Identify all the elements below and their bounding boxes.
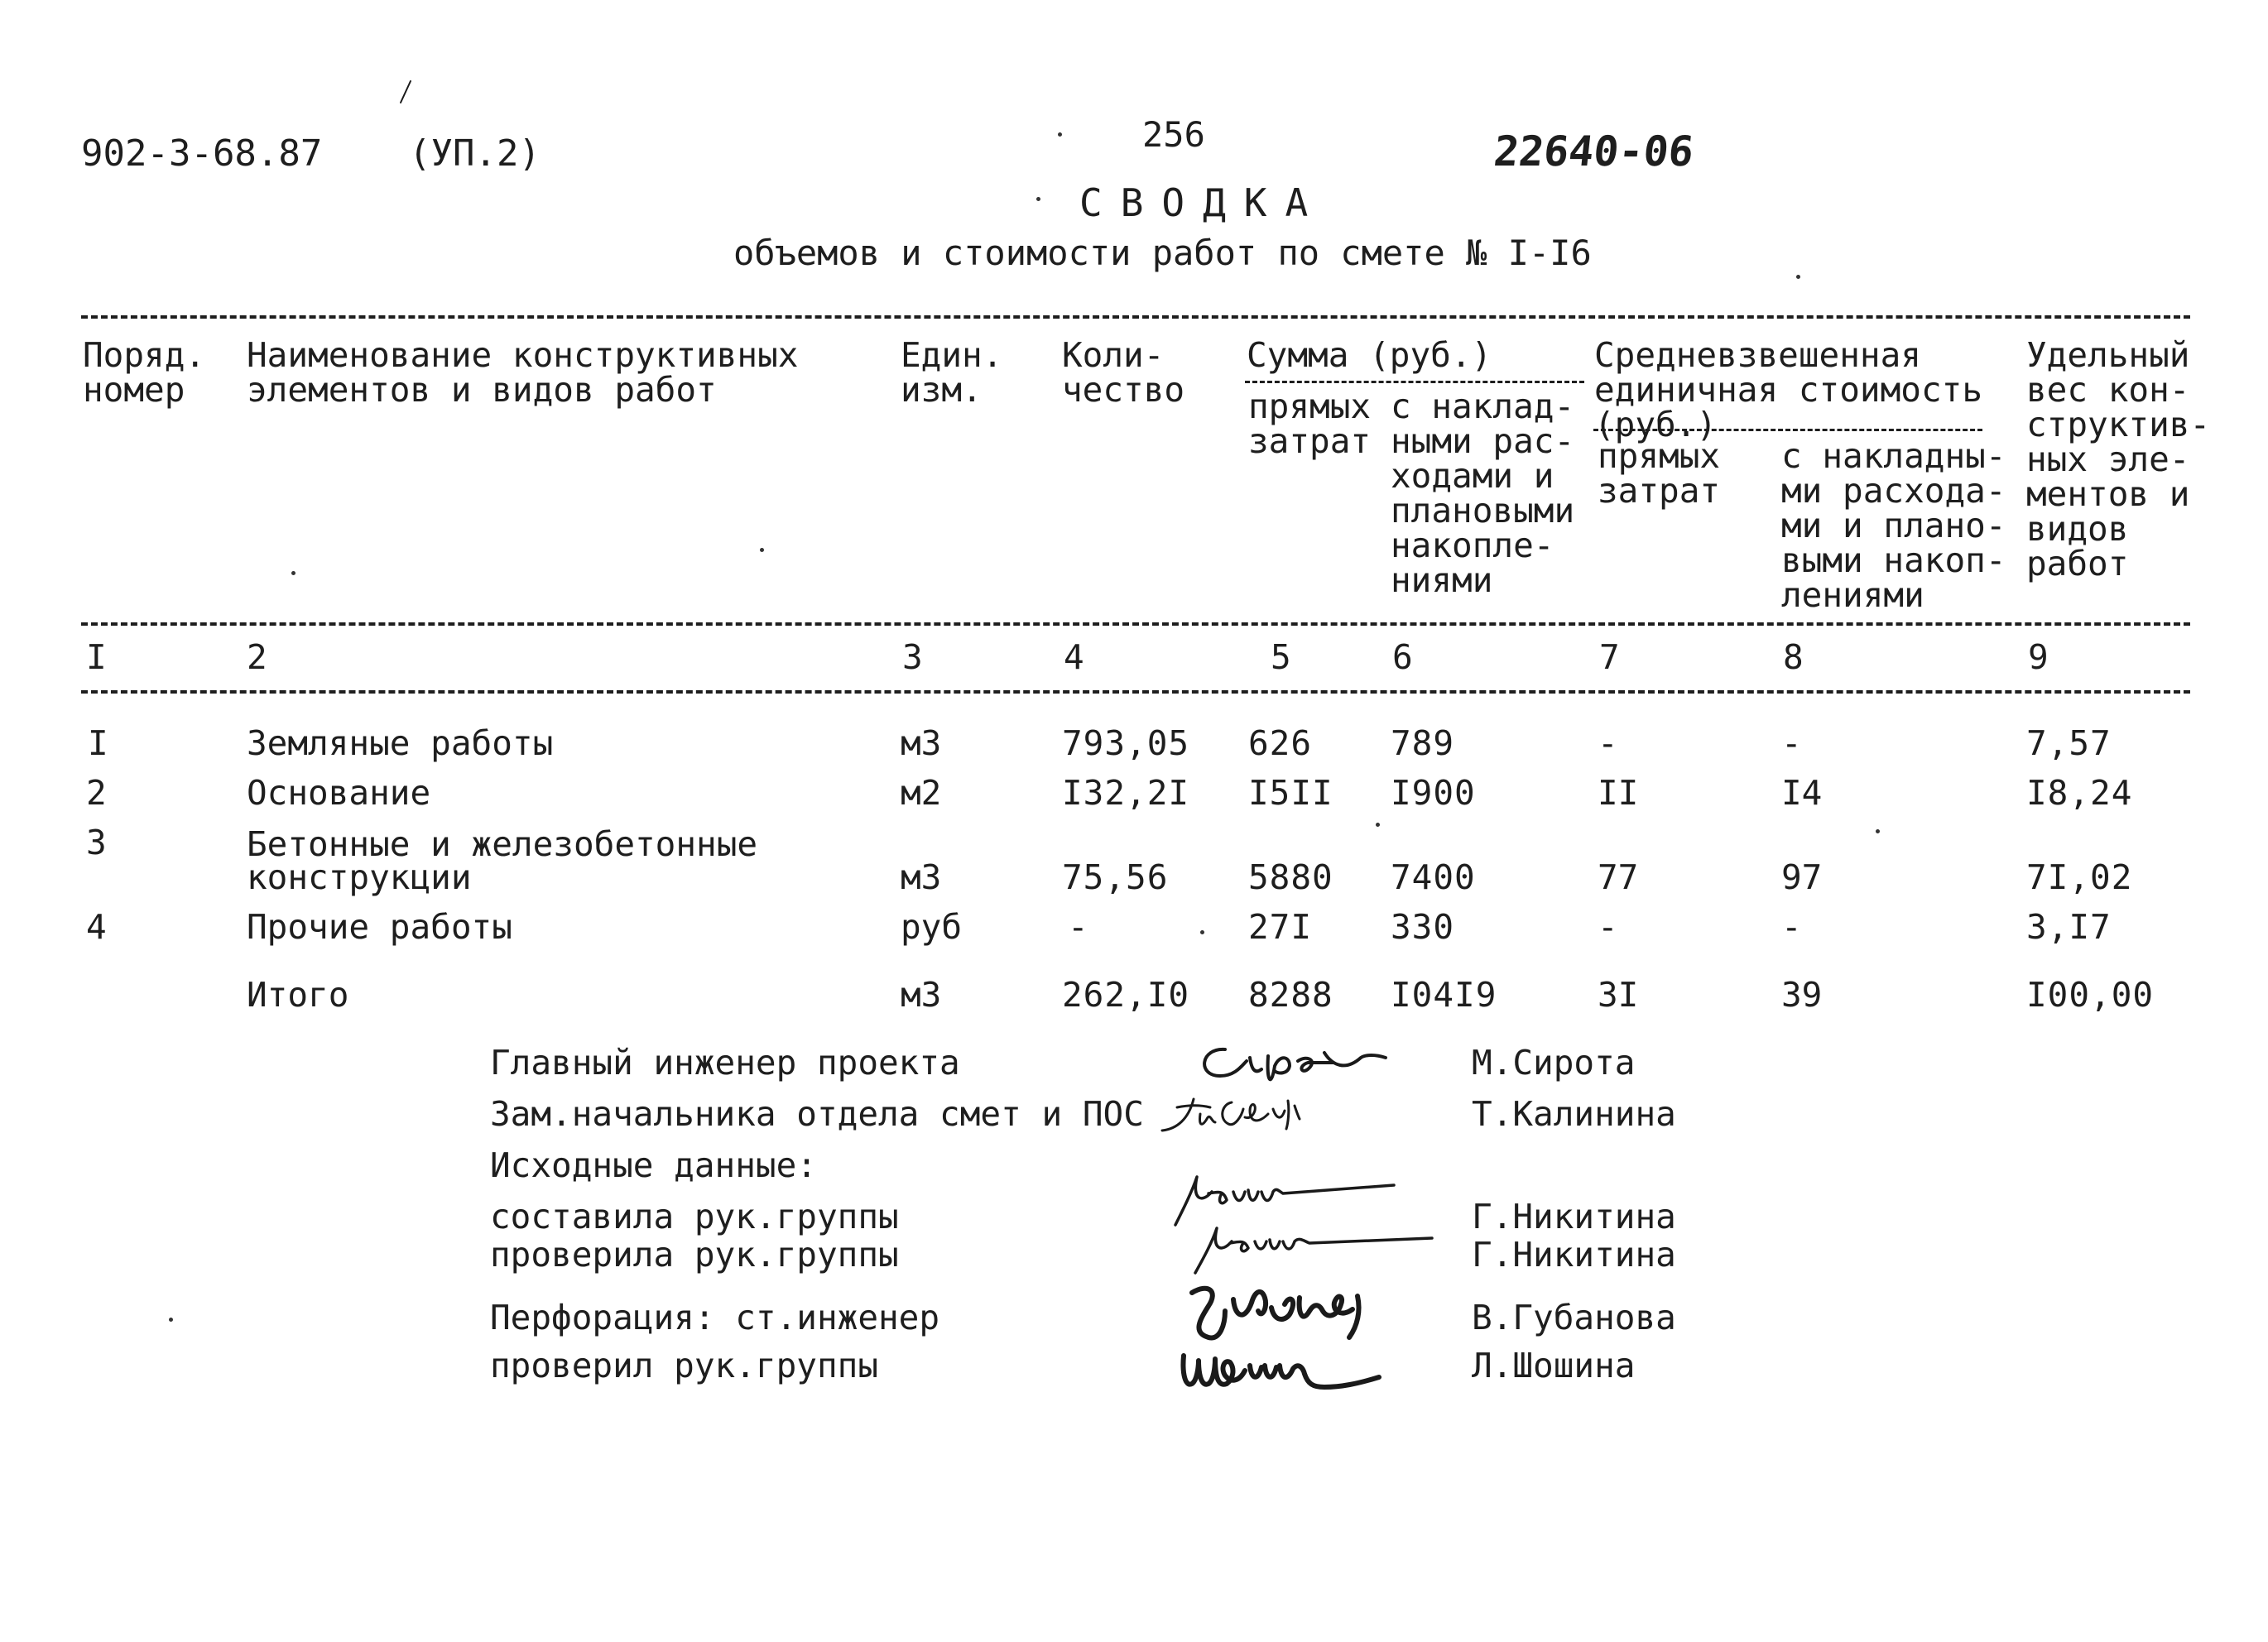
row-name-continuation: конструкции [247,857,472,897]
column-number: 5 [1271,637,1291,677]
document-title: СВОДКА [1079,180,1327,225]
perforation-name: В.Губанова [1472,1298,1676,1337]
row-share: I8,24 [2026,773,2133,813]
document-code: 902-3-68.87 [81,132,323,175]
total-quantity: 262,I0 [1062,975,1190,1015]
row-avg-overhead: - [1781,723,1802,763]
row-with-overhead: 330 [1391,907,1455,947]
col-header-quantity: Коли- чество [1062,335,1185,410]
row-avg-direct: - [1598,907,1618,947]
row-with-overhead: I900 [1391,773,1476,813]
total-with-overhead: I04I9 [1391,975,1497,1015]
total-unit: м3 [901,975,942,1015]
row-quantity: I32,2I [1062,773,1190,813]
scan-speck [1376,823,1380,827]
col-header-with-overhead: с наклад- ными рас- ходами и плановыми накопле- ниями [1391,386,1575,600]
signature-sirota [1192,1033,1424,1091]
source-data-label: Исходные данные: [490,1145,817,1185]
row-quantity: 75,56 [1062,857,1169,897]
col-header-avg-direct: прямых затрат [1598,436,1721,511]
row-share: 7I,02 [2026,857,2133,897]
row-unit: м3 [901,857,942,897]
scan-speck [291,571,296,575]
col-header-avg-overhead: с накладны- ми расхода- ми и плано- выми накоп- лениями [1781,436,2006,615]
column-number: 4 [1064,637,1084,677]
row-with-overhead: 7400 [1391,857,1476,897]
scan-speck [1058,132,1062,137]
perforation-checked-label: проверил рук.группы [490,1346,878,1385]
row-share: 7,57 [2026,723,2112,763]
row-avg-overhead: - [1781,907,1802,947]
scan-speck [1876,829,1880,833]
col-header-element-name: Наименование конструктивных элементов и видов работ [247,335,799,410]
column-number: 3 [902,637,923,677]
row-share: 3,I7 [2026,907,2112,947]
compiled-label: составила рук.группы [490,1197,899,1236]
row-unit: м2 [901,773,942,813]
row-quantity: 793,05 [1062,723,1190,763]
chief-engineer-name: М.Сирота [1472,1043,1636,1083]
col-header-unit: Един. изм. [901,335,1003,410]
row-avg-direct: - [1598,723,1618,763]
sum-group-rule [1245,381,1584,383]
total-share: I00,00 [2026,975,2155,1015]
total-avg-direct: 3I [1598,975,1639,1015]
row-number: 3 [86,823,107,862]
checked-name: Г.Никитина [1472,1235,1676,1275]
row-number: I [88,723,108,763]
perforation-label: Перфорация: ст.инженер [490,1298,940,1337]
header-bottom-rule [81,622,2190,626]
col-header-sum-group: Сумма (руб.) [1247,335,1492,375]
scan-speck [169,1318,173,1322]
scan-speck [1200,930,1204,934]
signature-kalinina [1152,1086,1343,1137]
inventory-number: 22640-06 [1491,127,1696,175]
col-header-direct-costs: прямых затрат [1248,386,1372,461]
row-direct-costs: I5II [1248,773,1333,813]
chief-engineer-label: Главный инженер проекта [490,1043,960,1083]
col-header-share: Удельный вес кон- структив- ных эле- ментов и видов работ [2026,335,2211,583]
row-unit: руб [901,907,963,947]
signature-shoshina [1167,1337,1415,1404]
row-direct-costs: 5880 [1248,857,1333,897]
row-avg-direct: 77 [1598,857,1639,897]
row-quantity: - [1068,907,1088,947]
column-number: 7 [1599,637,1620,677]
column-number: 6 [1392,637,1413,677]
total-avg-overhead: 39 [1781,975,1823,1015]
row-avg-overhead: 97 [1781,857,1823,897]
row-with-overhead: 789 [1391,723,1455,763]
column-number: 8 [1783,637,1804,677]
col-header-order-number: Поряд. номер [83,335,206,410]
compiled-name: Г.Никитина [1472,1197,1676,1236]
row-avg-direct: II [1598,773,1639,813]
deputy-label: Зам.начальника отдела смет и ПОС [490,1094,1144,1134]
row-name: Основание [247,773,431,813]
total-label: Итого [247,975,349,1015]
scan-speck [760,548,764,552]
scan-mark [397,79,414,104]
row-unit: м3 [901,723,942,763]
page-number: 256 [1142,114,1205,155]
row-direct-costs: 27I [1248,907,1313,947]
signature-nikitina-checked [1175,1213,1440,1280]
total-direct-costs: 8288 [1248,975,1333,1015]
row-name: Прочие работы [247,907,512,947]
row-direct-costs: 626 [1248,723,1313,763]
table-top-rule [81,315,2190,319]
deputy-name: Т.Калинина [1472,1094,1676,1134]
scan-speck [1036,197,1040,201]
column-numbers-bottom-rule [81,690,2190,694]
row-number: 4 [86,907,107,947]
perforation-checked-name: Л.Шошина [1472,1346,1636,1385]
column-number: 9 [2028,637,2049,677]
document-subtitle: объемов и стоимости работ по смете № I-I6 [733,233,1592,273]
col-header-avg-cost-group: Средневзвешенная единичная стоимость (руб.) [1594,335,1982,444]
album-label: (УП.2) [409,132,541,175]
row-number: 2 [86,773,107,813]
row-name: Бетонные и железобетонные [247,824,758,864]
column-number: 2 [247,637,267,677]
scan-speck [1796,275,1800,279]
row-name: Земляные работы [247,723,554,763]
checked-label: проверила рук.группы [490,1235,899,1275]
row-avg-overhead: I4 [1781,773,1823,813]
column-number: I [86,637,107,677]
